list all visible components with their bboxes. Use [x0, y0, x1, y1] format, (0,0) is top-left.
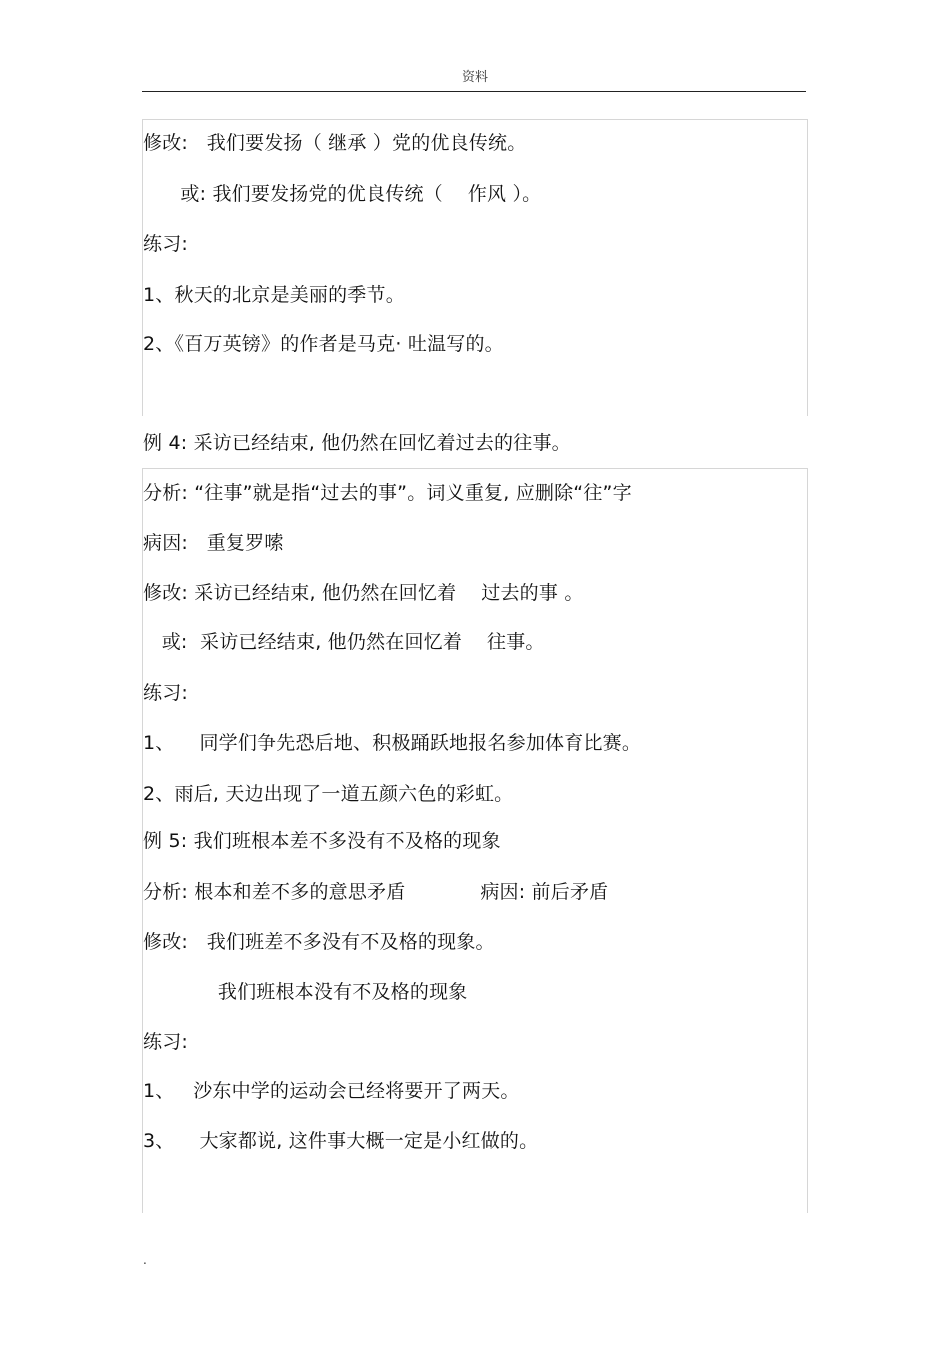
text-line-13: 2、雨后, 天边出现了一道五颜六色的彩虹。 — [143, 783, 514, 805]
footer-mark: . — [143, 1253, 147, 1267]
text-line-8: 病因: 重复罗嗦 — [143, 532, 284, 554]
text-line-6: 例 4: 采访已经结束, 他仍然在回忆着过去的往事。 — [143, 432, 571, 454]
text-line-15: 分析: 根本和差不多的意思矛盾 病因: 前后矛盾 — [143, 881, 609, 903]
text-line-12: 1、 同学们争先恐后地、积极踊跃地报名参加体育比赛。 — [143, 732, 642, 754]
text-line-20: 3、 大家都说, 这件事大概一定是小红做的。 — [143, 1130, 539, 1152]
text-line-18: 练习: — [143, 1031, 189, 1053]
text-line-19: 1、 沙东中学的运动会已经将要开了两天。 — [143, 1080, 520, 1102]
text-line-2: 或: 我们要发扬党的优良传统（ 作风 ）。 — [143, 183, 542, 205]
text-line-16: 修改: 我们班差不多没有不及格的现象。 — [143, 931, 495, 953]
text-line-7: 分析: “往事”就是指“过去的事”。词义重复, 应删除“往”字 — [143, 482, 632, 504]
text-line-10: 或: 采访已经结束, 他仍然在回忆着 往事。 — [143, 631, 545, 653]
content-box-1 — [142, 119, 808, 416]
page-header-title: 资料 — [461, 70, 488, 85]
text-line-11: 练习: — [143, 682, 189, 704]
text-line-5: 2、《百万英镑》的作者是马克· 吐温写的。 — [143, 333, 504, 355]
text-line-4: 1、秋天的北京是美丽的季节。 — [143, 284, 405, 306]
header-divider — [142, 91, 806, 92]
text-line-9: 修改: 采访已经结束, 他仍然在回忆着 过去的事 。 — [143, 582, 584, 604]
text-line-14: 例 5: 我们班根本差不多没有不及格的现象 — [143, 830, 501, 852]
text-line-3: 练习: — [143, 233, 189, 255]
text-line-17: 我们班根本没有不及格的现象 — [143, 981, 468, 1003]
text-line-1: 修改: 我们要发扬（ 继承 ）党的优良传统。 — [143, 132, 527, 154]
